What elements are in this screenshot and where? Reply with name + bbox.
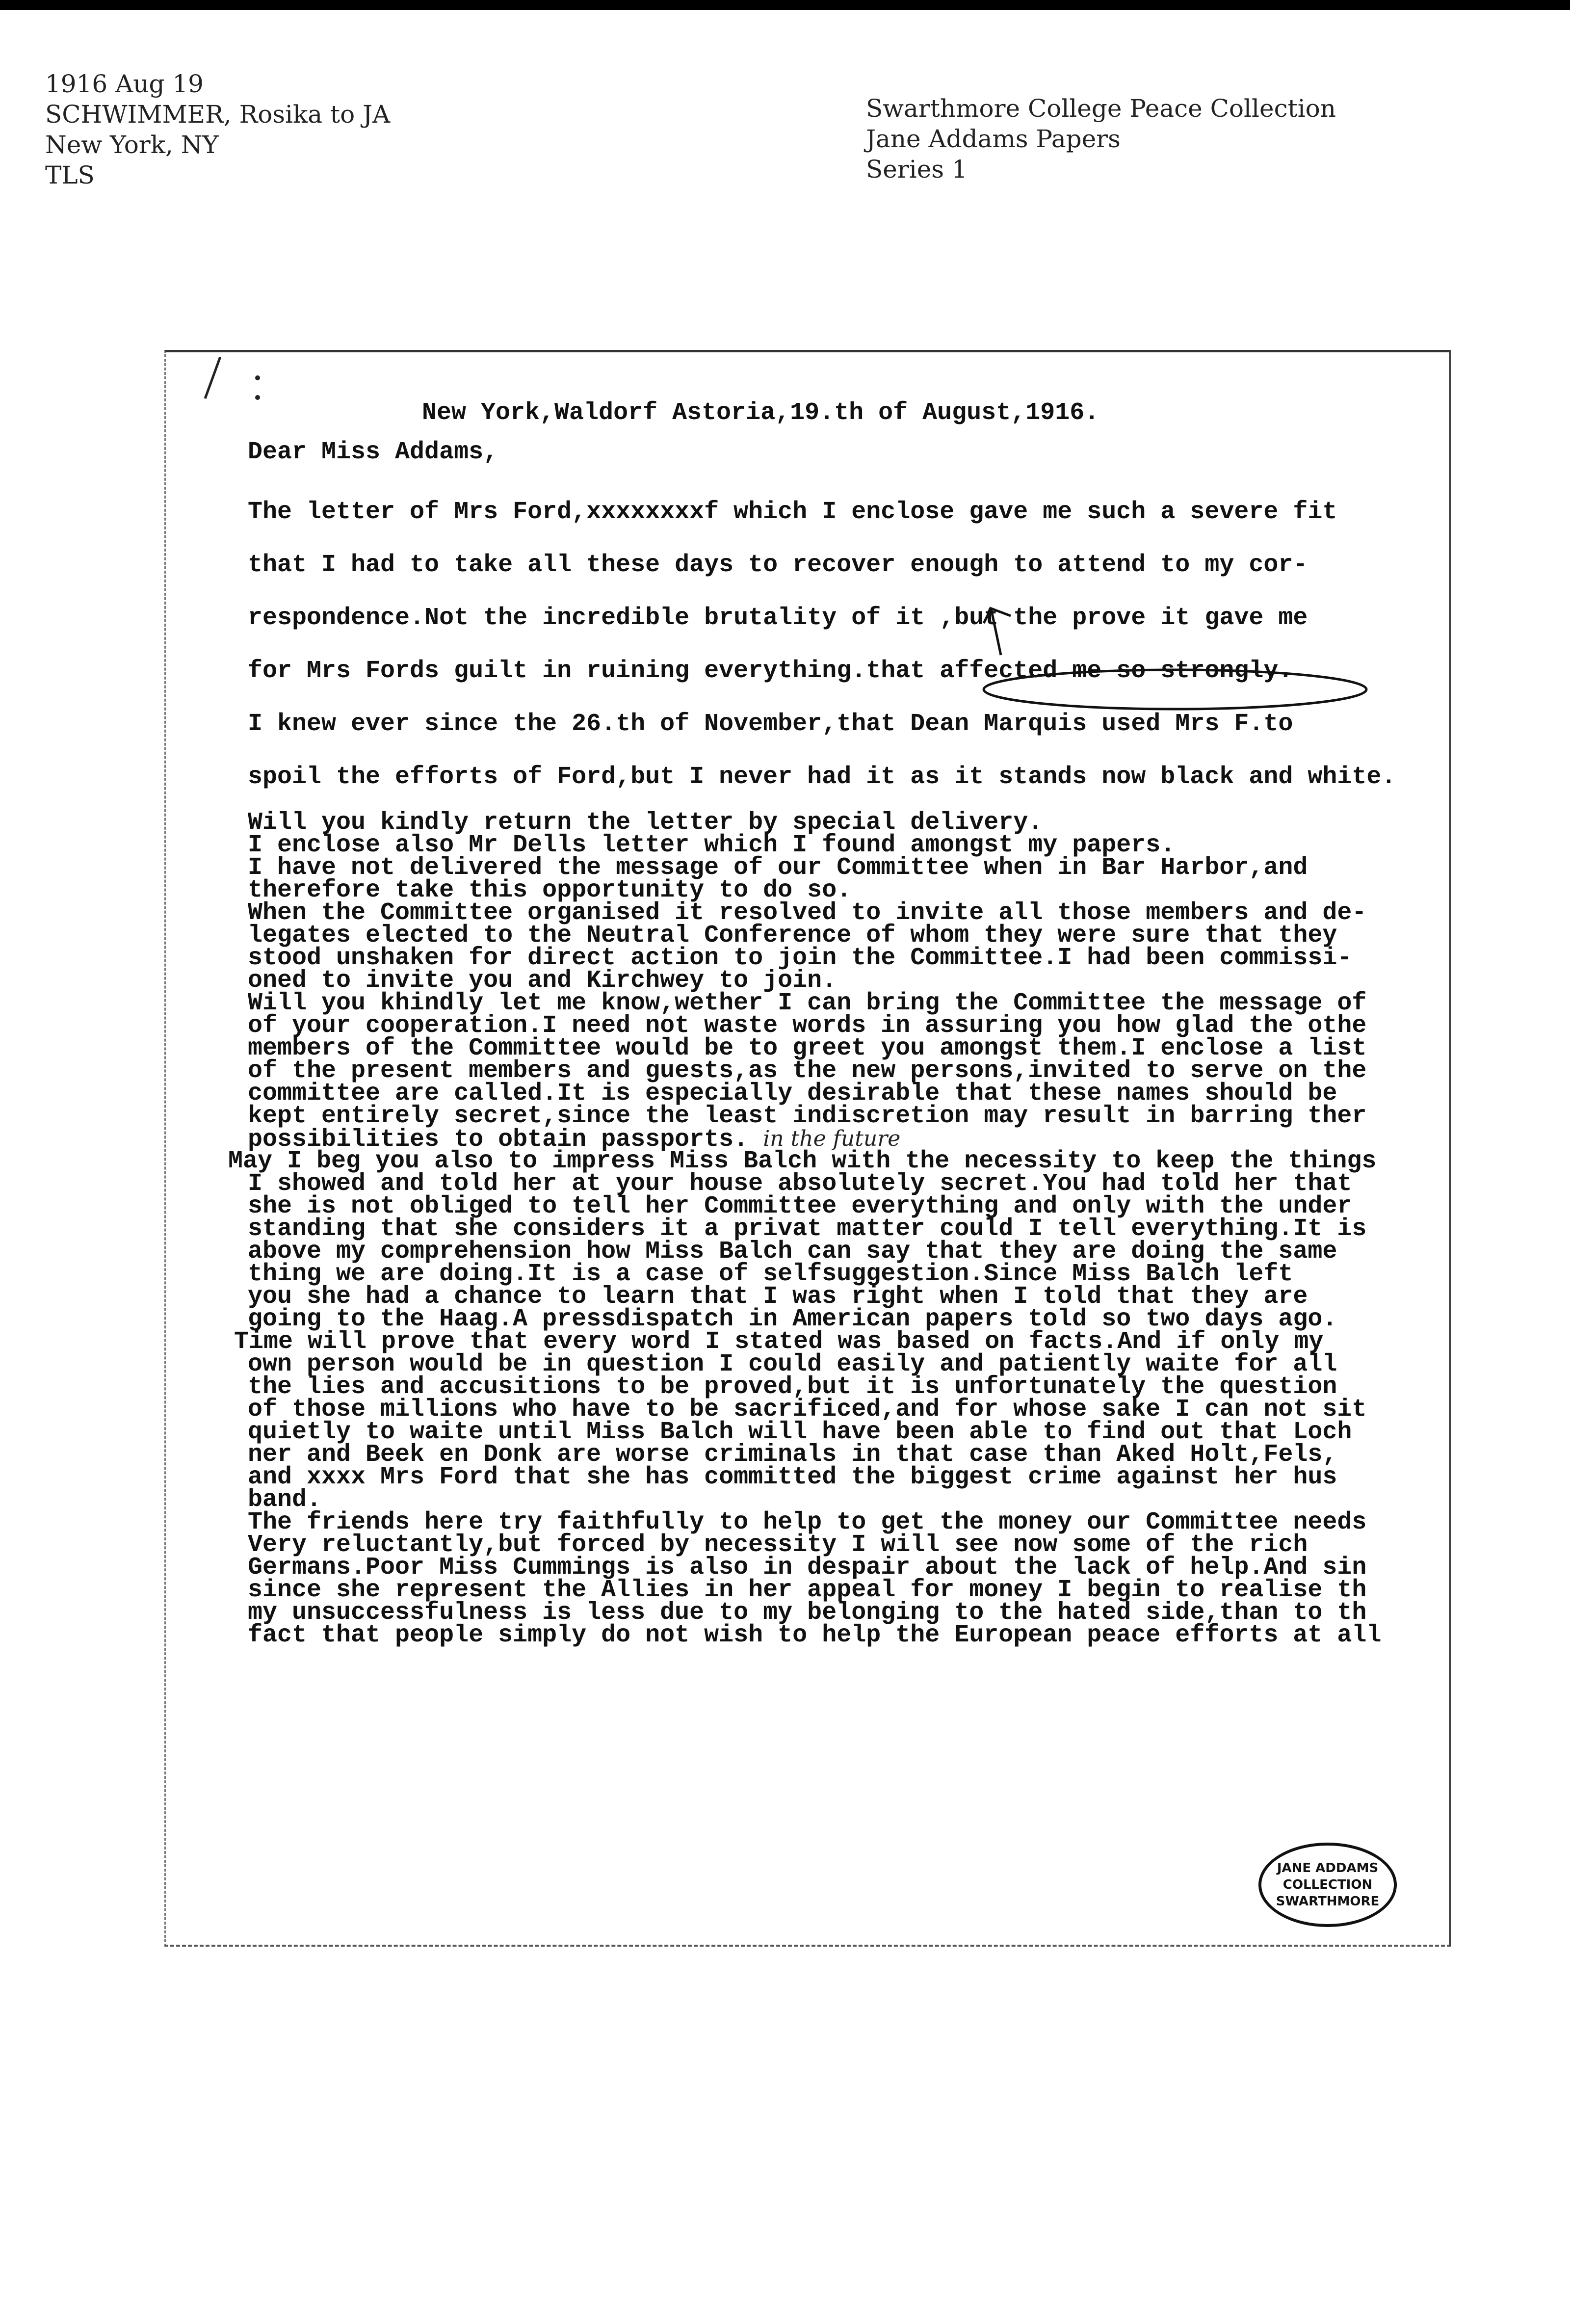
letter-line: Very reluctantly,but forced by necessity I will see now some of the rich [248,1531,1308,1559]
stamp-line: COLLECTION [1282,1877,1373,1892]
letter-line: above my comprehension how Miss Balch can say that they are doing the same [248,1238,1337,1266]
letter-line: I enclose also Mr Dells letter which I found amongst my papers. [248,831,1176,859]
letter-line: members of the Committee would be to greet you amongst them.I enclose a list [248,1034,1367,1062]
scan-top-edge [0,0,1570,10]
letter-salutation: Dear Miss Addams, [248,438,498,466]
letter-line: she is not obliged to tell her Committee everything and only with the under [248,1192,1352,1220]
letter-line: When the Committee organised it resolved to invite all those members and de- [248,899,1367,927]
letter-line: my unsuccessfulness is less due to my belonging to the hated side,than to th [248,1599,1367,1627]
letter-line: legates elected to the Neutral Conference of whom they were sure that they [248,922,1337,950]
letter-line: since she represent the Allies in her appeal for money I begin to realise th [248,1576,1367,1604]
letter-line: you she had a chance to learn that I was right when I told that they are [248,1283,1308,1311]
catalog-place: New York, NY [45,131,219,159]
letter-line: committee are called.It is especially desirable that these names should be [248,1080,1337,1108]
collection-stamp [1258,1843,1397,1927]
letter-line: Time will prove that every word I stated was based on facts.And if only my [234,1328,1324,1356]
letter-line: and xxxx Mrs Ford that she has committed the biggest crime against her hus [248,1463,1337,1491]
collection-series: Series 1 [866,155,968,184]
letter-line: standing that she considers it a privat matter could I tell everything.It is [248,1215,1367,1243]
typed-letter [228,398,1445,1649]
collection-name: Swarthmore College Peace Collection [866,94,1336,123]
letter-line: I knew ever since the 26.th of November,that Dean Marquis used Mrs F.to [248,710,1293,738]
catalog-date: 1916 Aug 19 [45,70,204,98]
catalog-info [45,69,390,190]
letter-line: Will you khindly let me know,wether I can bring the Committee the message of [248,989,1367,1017]
letter-line: therefore take this opportunity to do so. [248,876,852,904]
letter-line: of the present members and guests,as the new persons,invited to serve on the [248,1057,1367,1085]
letter-line: stood unshaken for direct action to join the Committee.I had been commissi- [248,944,1352,972]
letter-line: quietly to waite until Miss Balch will have been able to find out that Loch [248,1418,1352,1446]
letter-line: I have not delivered the message of our Committee when in Bar Harbor,and [248,854,1308,882]
letter-line: The friends here try faithfully to help to get the money our Committee needs [248,1508,1367,1536]
letter-line: the lies and accusitions to be proved,but it is unfortunately the question [248,1373,1337,1401]
letter-line: of those millions who have to be sacrificed,and for whose sake I can not sit [248,1396,1367,1424]
letter-line: Germans.Poor Miss Cummings is also in despair about the lack of help.And sin [248,1554,1367,1582]
letter-line: respondence.Not the incredible brutality of it ,but the prove it gave me [248,604,1308,632]
collection-papers: Jane Addams Papers [866,125,1121,153]
letter-line: fact that people simply do not wish to help the European peace efforts at all [248,1621,1382,1649]
handwritten-insert: in the future [763,1126,901,1151]
stamp-line: JANE ADDAMS [1277,1861,1379,1875]
letter-line: The letter of Mrs Ford,xxxxxxxxf which I enclose gave me such a severe fit [248,498,1337,526]
letter-dateline: New York,Waldorf Astoria,19.th of August,1916. [422,399,1099,427]
letter-line: kept entirely secret,since the least indiscretion may result in barring ther [248,1102,1367,1130]
letter-line-text: possibilities to obtain passports. [248,1126,749,1154]
letter-line: going to the Haag.A pressdispatch in American papers told so two days ago. [248,1305,1337,1333]
letter-line: ner and Beek en Donk are worse criminals in that case than Aked Holt,Fels, [248,1441,1337,1469]
letter-line: band. [248,1486,322,1514]
letter-line: I showed and told her at your house absolutely secret.You had told her that [248,1170,1352,1198]
catalog-type: TLS [45,161,95,189]
letter-line: spoil the efforts of Ford,but I never had it as it stands now black and white. [248,763,1396,791]
pen-dot [255,375,260,380]
letter-line: of your cooperation.I need not waste words in assuring you how glad the othe [248,1012,1367,1040]
letter-line: Will you kindly return the letter by special delivery. [248,809,1043,837]
letter-line: that I had to take all these days to recover enough to attend to my cor- [248,551,1308,579]
stamp-line: SWARTHMORE [1276,1894,1380,1909]
letter-line: own person would be in question I could easily and patiently waite for all [248,1350,1337,1378]
letter-line: oned to invite you and Kirchwey to join. [248,967,837,995]
catalog-correspondents: SCHWIMMER, Rosika to JA [45,100,391,129]
letter-line: thing we are doing.It is a case of selfsuggestion.Since Miss Balch left [248,1260,1293,1288]
letter-line: May I beg you also to impress Miss Balch with the necessity to keep the things [228,1147,1377,1175]
collection-info [866,93,1336,185]
letter-line: for Mrs Fords guilt in ruining everything.that affected me so strongly. [248,657,1293,685]
